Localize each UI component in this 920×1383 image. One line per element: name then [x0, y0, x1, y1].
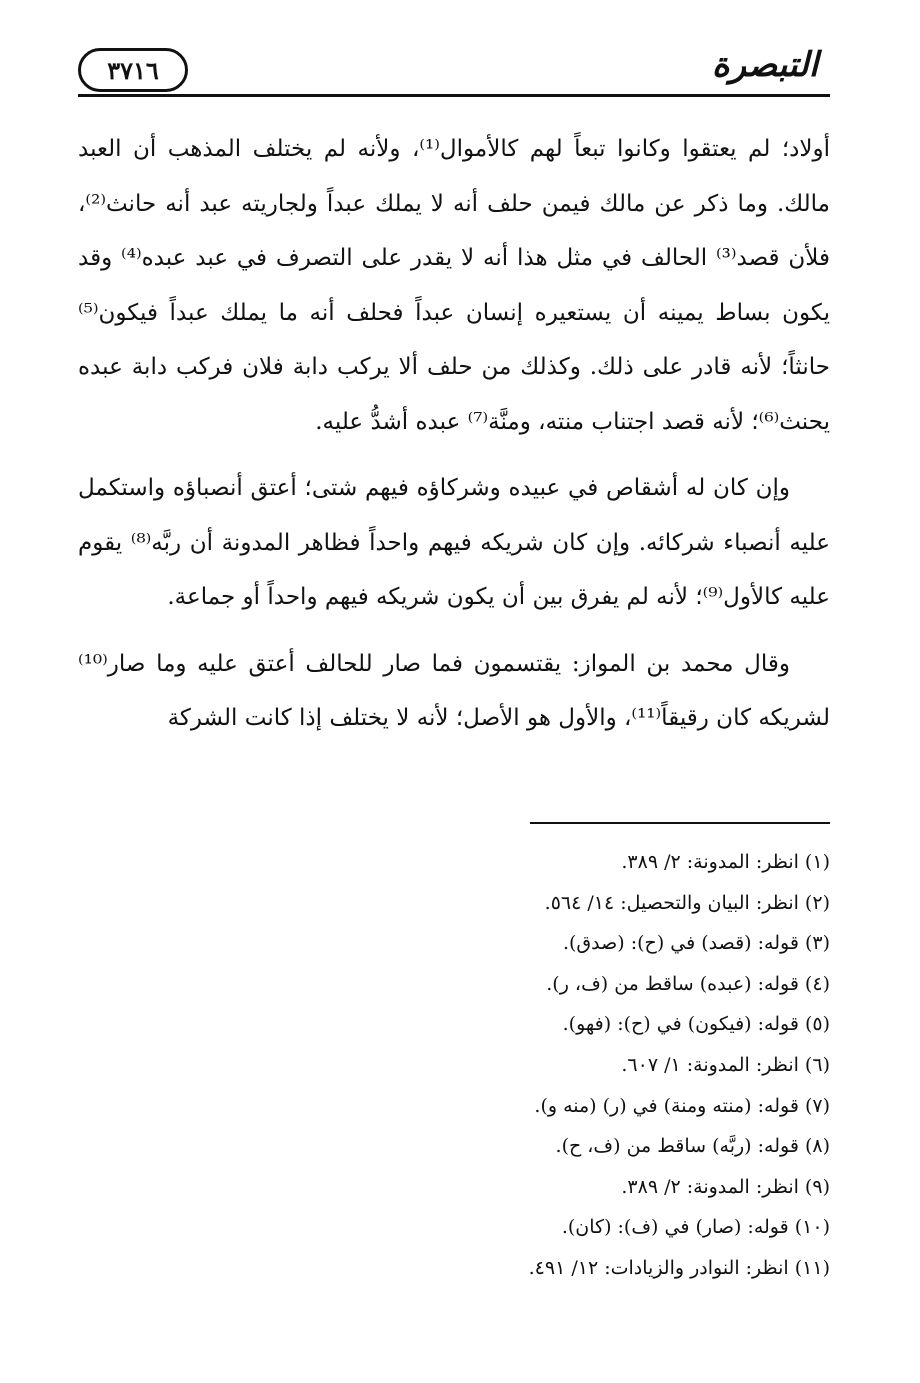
footnote-4: (٤) قوله: (عبده) ساقط من (ف، ر). — [546, 972, 830, 995]
footnote-7: (٧) قوله: (منته ومنة) في (ر) (منه و). — [534, 1094, 830, 1117]
footnotes — [78, 842, 830, 1289]
book-title: التبصرة — [711, 45, 819, 85]
footnote-9: (٩) انظر: المدونة: ٢/ ٣٨٩. — [621, 1175, 830, 1198]
main-text — [78, 122, 830, 746]
page-header — [78, 38, 830, 102]
footnote-3: (٣) قوله: (قصد) في (ح): (صدق). — [562, 932, 830, 955]
footnote-11: (١١) انظر: النوادر والزيادات: ١٢/ ٤٩١. — [528, 1256, 830, 1279]
footnote-8: (٨) قوله: (ربَّه) ساقط من (ف، ح). — [555, 1135, 830, 1158]
page-number: ٣٧١٦ — [78, 48, 188, 92]
footnote-6: (٦) انظر: المدونة: ١/ ٦٠٧. — [621, 1053, 830, 1076]
footnote-divider — [530, 822, 830, 824]
paragraph-3: وقال محمد بن المواز: يقتسمون فما صار للحالف أعتق عليه وما صار⁽¹⁰⁾ لشريكه كان رقيقاً⁽¹¹⁾، والأول هو الأصل؛ لأنه لا يختلف إذا كانت الشركة — [78, 650, 830, 731]
footnote-5: (٥) قوله: (فيكون) في (ح): (فهو). — [562, 1013, 830, 1036]
header-rule — [78, 94, 830, 97]
footnote-2: (٢) انظر: البيان والتحصيل: ١٤/ ٥٦٤. — [544, 891, 830, 914]
footnote-1: (١) انظر: المدونة: ٢/ ٣٨٩. — [621, 851, 830, 873]
footnote-10: (١٠) قوله: (صار) في (ف): (كان). — [561, 1216, 830, 1239]
paragraph-2: وإن كان له أشقاص في عبيده وشركاؤه فيهم شتى؛ أعتق أنصباؤه واستكمل عليه أنصباء شركائه. وإن كان شريكه فيهم واحداً فظاهر المدونة أن ربَّه⁽⁸⁾ يقوم عليه كالأول⁽⁹⁾؛ لأنه لم يفرق بين أن يكون شريكه فيهم واحداً أو جماعة. — [78, 475, 830, 610]
paragraph-1: أولاد؛ لم يعتقوا وكانوا تبعاً لهم كالأموال⁽¹⁾، ولأنه لم يختلف المذهب أن العبد مالك. وما ذكر عن مالك فيمن حلف أنه لا يملك عبداً ولجاريته عبد أنه حانث⁽²⁾، فلأن قصد⁽³⁾ الحالف في مثل هذا أنه لا يقدر على التصرف في عبد عبده⁽⁴⁾ وقد يكون بساط يمينه أن يستعيره إنسان عبداً فحلف أنه ما يملك عبداً فيكون⁽⁵⁾ حانثاً؛ لأنه قادر على ذلك. وكذلك من حلف ألا يركب دابة فلان فركب دابة عبده يحنث⁽⁶⁾؛ لأنه قصد اجتناب منته، ومنَّة⁽⁷⁾ عبده أشدُّ عليه. — [78, 136, 830, 435]
